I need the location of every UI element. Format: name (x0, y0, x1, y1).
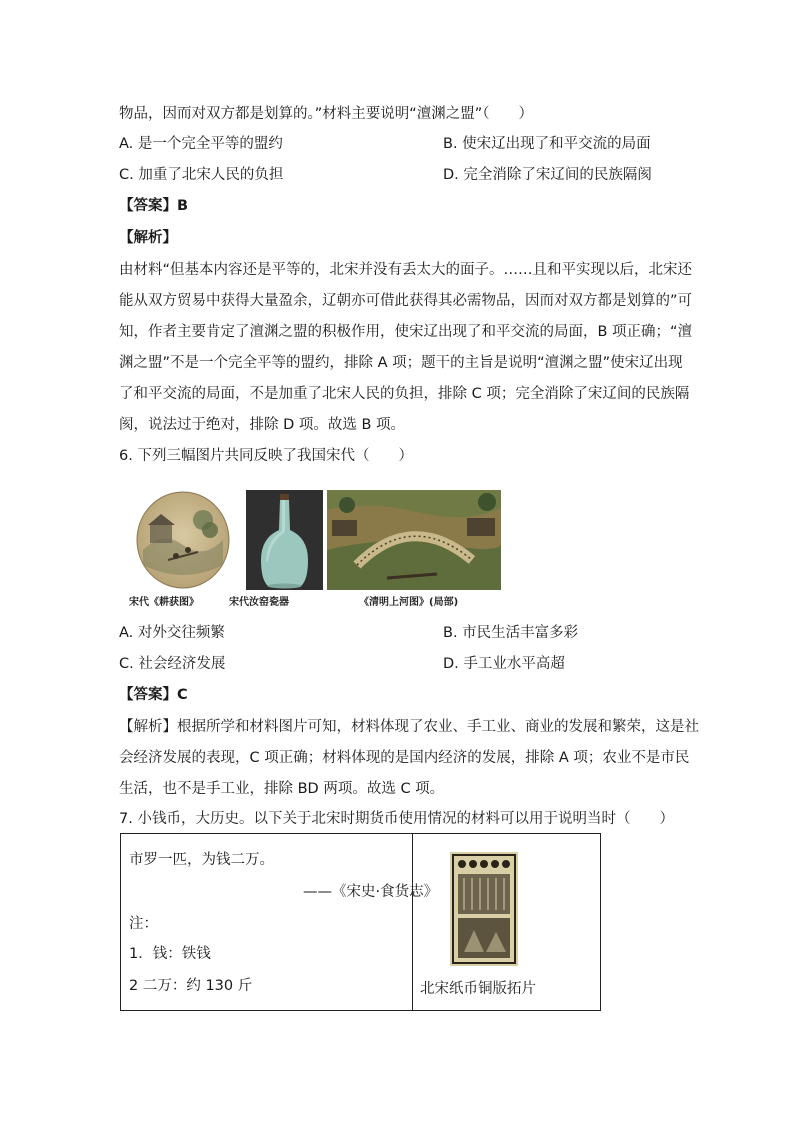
q5-analysis-line: 知，作者主要肯定了澶渊之盟的积极作用，使宋辽出现了和平交流的局面，B 项正确；“澶 (119, 324, 693, 340)
q7-quote: 市罗一匹，为钱二万。 (129, 852, 274, 868)
q5-option-c: C. 加重了北宋人民的负担 (119, 167, 284, 183)
q7-stem: 7. 小钱币，大历史。以下关于北宋时期货币使用情况的材料可以用于说明当时（ ） (119, 811, 674, 827)
q5-analysis-line: 由材料“但基本内容还是平等的，北宋并没有丢太大的面子。……且和平实现以后，北宋还 (119, 262, 693, 278)
q5-option-b: B. 使宋辽出现了和平交流的局面 (443, 136, 651, 152)
qingming-scroll-image (327, 490, 501, 590)
q5-analysis-label: 【解析】 (119, 230, 177, 246)
q5-analysis-line: 渊之盟”不是一个完全平等的盟约，排除 A 项；题干的主旨是说明“澶渊之盟”使宋辽出现 (119, 355, 683, 371)
q7-source: ——《宋史·食货志》 (303, 884, 439, 900)
caption-genghuo: 宋代《耕获图》 (129, 597, 199, 608)
ru-ware-vase-image (246, 490, 323, 590)
q6-analysis-line: 会经济发展的表现，C 项正确；材料体现的是国内经济的发展，排除 A 项；农业不是市民 (119, 750, 690, 766)
q6-option-d: D. 手工业水平高超 (443, 656, 565, 672)
q5-analysis-line: 了和平交流的局面，不是加重了北宋人民的负担，排除 C 项；完全消除了宋辽间的民族隔 (119, 386, 690, 402)
q7-material-table (120, 833, 601, 1011)
q7-note-2: 2 二万：约 130 斤 (129, 978, 253, 994)
caption-qingming: 《清明上河图》(局部) (359, 597, 459, 608)
q7-image-cell (413, 834, 601, 1011)
q5-option-d: D. 完全消除了宋辽间的民族隔阂 (443, 167, 652, 183)
q6-option-c: C. 社会经济发展 (119, 656, 226, 672)
q6-answer: 【答案】C (119, 687, 188, 703)
q5-analysis-line: 阂，说法过于绝对，排除 D 项。故选 B 项。 (119, 417, 406, 433)
jiaozi-caption: 北宋纸币铜版拓片 (420, 981, 536, 997)
q7-note-1: 1．钱：铁钱 (129, 946, 211, 962)
q7-note-label: 注： (129, 916, 158, 932)
q5-stem-tail: 物品，因而对双方都是划算的。”材料主要说明“澶渊之盟”（ ） (119, 106, 534, 122)
q6-option-b: B. 市民生活丰富多彩 (443, 625, 579, 641)
q6-stem: 6. 下列三幅图片共同反映了我国宋代（ ） (119, 448, 413, 464)
q5-analysis-line: 能从双方贸易中获得大量盈余，辽朝亦可借此获得其必需物品，因而对双方都是划算的”可 (119, 293, 693, 309)
q7-text-cell (121, 834, 439, 1011)
jiaozi-rubbing-image (450, 852, 518, 966)
q6-analysis-line: 生活，也不是手工业，排除 BD 两项。故选 C 项。 (119, 781, 445, 797)
q6-analysis-line: 【解析】根据所学和材料图片可知，材料体现了农业、手工业、商业的发展和繁荣，这是社 (119, 719, 699, 735)
caption-ru-ware: 宋代汝窑瓷器 (229, 597, 289, 608)
genghuo-painting-image (128, 490, 238, 590)
q6-option-a: A. 对外交往频繁 (119, 625, 225, 641)
q5-answer: 【答案】B (119, 198, 189, 214)
q5-option-a: A. 是一个完全平等的盟约 (119, 136, 283, 152)
